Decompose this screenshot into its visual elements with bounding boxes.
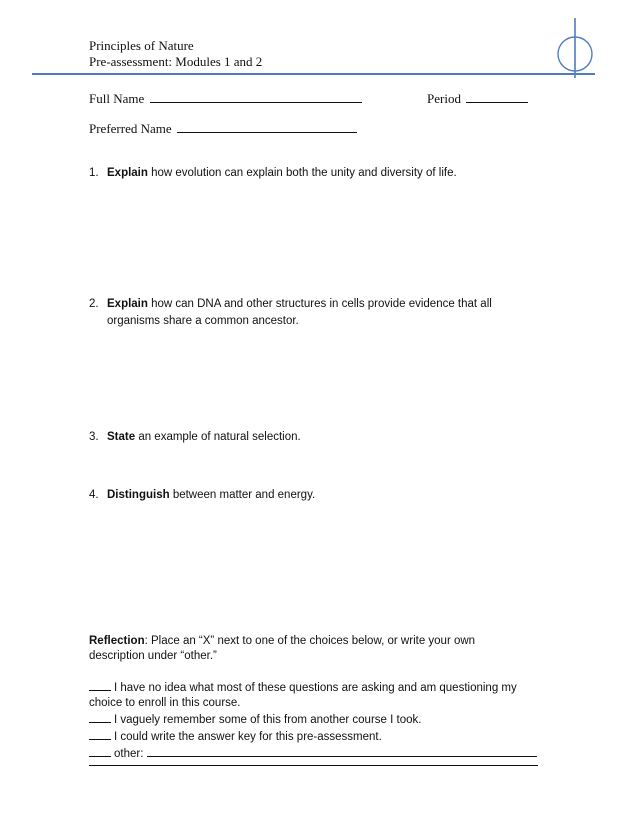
full-name-field[interactable] [89, 91, 362, 107]
choice-4-label: other: [114, 748, 144, 760]
question-2 [89, 296, 539, 330]
choice-1-label: I have no idea what most of these questions are asking and am questioning my [114, 682, 517, 694]
choice-1-blank[interactable] [89, 679, 111, 691]
choice-4[interactable] [89, 745, 549, 762]
other-second-line[interactable] [89, 765, 538, 766]
choice-1-continued: choice to enroll in this course. [89, 697, 241, 709]
choice-2-label: I vaguely remember some of this from another course I took. [114, 714, 422, 726]
course-title: Principles of Nature [89, 38, 194, 53]
question-number: 2. [89, 298, 99, 310]
reflection-instruction-1: : Place an “X” next to one of the choices below, or write your own [144, 635, 476, 647]
question-text: an example of natural selection. [135, 431, 301, 443]
preferred-name-label: Preferred Name [89, 121, 172, 136]
question-verb: Explain [107, 298, 148, 310]
preferred-name-field[interactable] [89, 121, 357, 137]
choice-2-blank[interactable] [89, 711, 111, 723]
preferred-name-blank[interactable] [177, 121, 357, 133]
question-verb: State [107, 431, 136, 443]
question-3 [89, 429, 539, 446]
reflection-heading: Reflection [89, 635, 145, 647]
other-write-in-line[interactable] [147, 745, 537, 757]
question-number: 1. [89, 167, 99, 179]
period-label: Period [427, 91, 461, 106]
full-name-label: Full Name [89, 91, 145, 106]
question-text: how can DNA and other structures in cells provide evidence that all [147, 298, 492, 310]
choice-3-label: I could write the answer key for this pre-assessment. [114, 731, 382, 743]
question-text: between matter and energy. [169, 489, 316, 501]
reflection-instruction-2: description under “other.” [89, 650, 217, 662]
choice-2[interactable] [89, 711, 549, 728]
question-number: 4. [89, 489, 99, 501]
full-name-blank[interactable] [150, 91, 362, 103]
choice-4-blank[interactable] [89, 745, 111, 757]
question-verb: Distinguish [107, 489, 170, 501]
question-text-continued: organisms share a common ancestor. [107, 315, 299, 327]
question-text: how evolution can explain both the unity and diversity of life. [147, 167, 457, 179]
question-1 [89, 165, 539, 182]
question-verb: Explain [107, 167, 148, 179]
question-4 [89, 487, 539, 504]
document-subtitle: Pre-assessment: Modules 1 and 2 [89, 54, 263, 69]
choice-3[interactable] [89, 728, 549, 745]
choice-3-blank[interactable] [89, 728, 111, 740]
period-blank[interactable] [466, 91, 528, 103]
period-field[interactable] [427, 91, 528, 107]
header-rule [32, 73, 595, 75]
logo-icon [553, 18, 597, 78]
question-number: 3. [89, 431, 99, 443]
reflection-instructions [89, 634, 549, 664]
choice-1[interactable] [89, 679, 549, 696]
reflection-choices [89, 679, 549, 762]
